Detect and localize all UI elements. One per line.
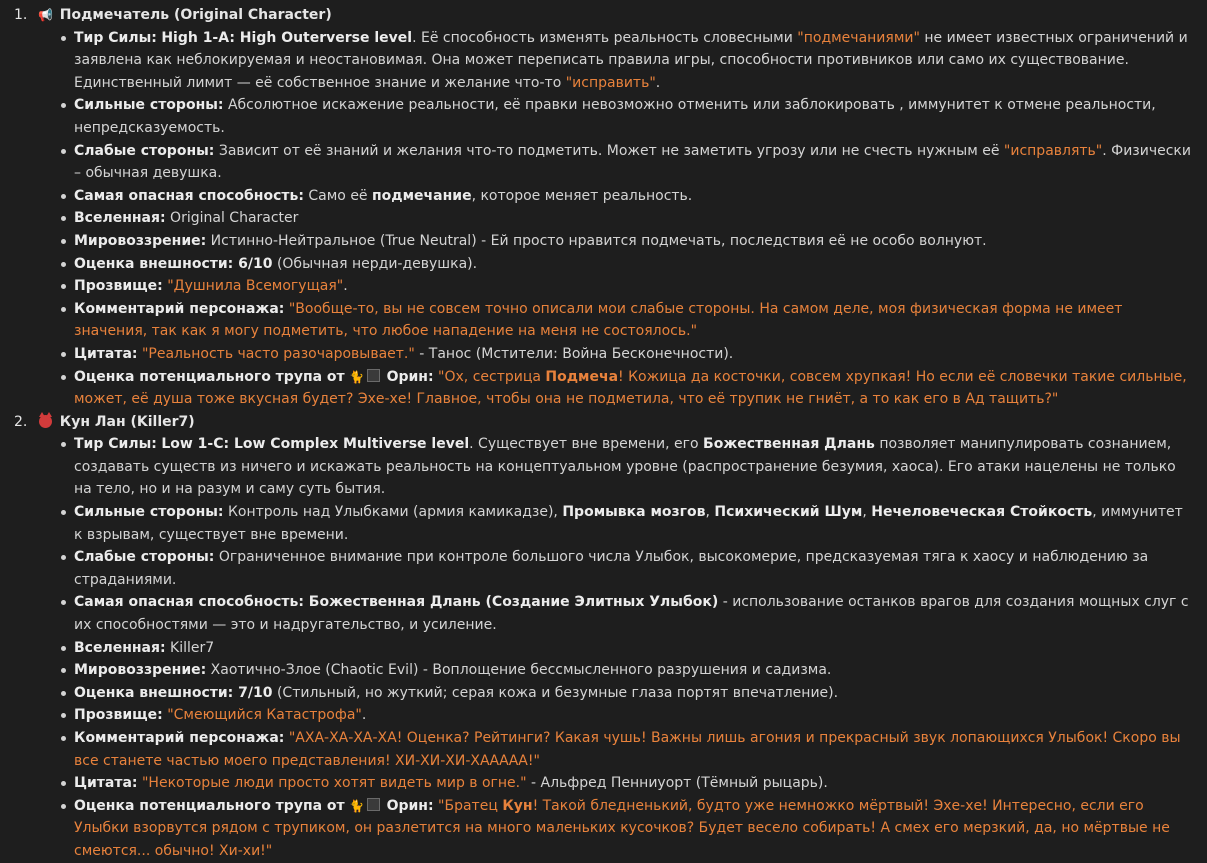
highlight-text: "Некоторые люди просто хотят видеть мир в огне." bbox=[141, 775, 527, 792]
list-item bbox=[74, 94, 1193, 139]
character-heading bbox=[14, 4, 1193, 27]
prop-text: Ограниченное внимание при контроле большого числа Улыбок, высокомерие, предсказуемая тяга к хаосу и наблюдению за страданиями. bbox=[74, 549, 1149, 588]
highlight-text: "подмечаниями" bbox=[797, 29, 920, 46]
highlight-text: "АХА-ХА-ХА-ХА! Оценка? Рейтинги? Какая чушь! Важны лишь агония и прекрасный звук лопающихся Улыбок! Скоро вы все станете частью моего представления! ХИ-ХИ-ХИ-ХААААА!" bbox=[74, 730, 1181, 769]
prop-text: . bbox=[343, 278, 348, 295]
prop-text: Зависит от её знаний и желания что-то подметить. Может не заметить угрозу или не счесть нужным её bbox=[214, 142, 1004, 159]
cat-icon: 🐈 bbox=[349, 798, 365, 813]
list-item bbox=[74, 140, 1193, 185]
prop-text: - Альфред Пенниуорт (Тёмный рыцарь). bbox=[526, 775, 828, 792]
highlight-bold-text: Кун bbox=[502, 797, 533, 814]
prop-key: Оценка потенциального трупа от bbox=[74, 797, 345, 814]
prop-text: Само её bbox=[303, 187, 372, 204]
prop-key: Вселенная: bbox=[74, 210, 166, 227]
list-item bbox=[74, 637, 1193, 660]
list-item bbox=[74, 366, 1193, 411]
prop-text: (Стильный, но жуткий; серая кожа и безумные глаза портят впечатление). bbox=[272, 684, 839, 701]
prop-text: , bbox=[705, 504, 715, 521]
list-item bbox=[74, 433, 1193, 501]
prop-key: Оценка внешности: bbox=[74, 255, 234, 272]
highlight-text: "Смеющийся Катастрофа" bbox=[167, 707, 362, 724]
list-item bbox=[74, 727, 1193, 772]
list-item bbox=[74, 275, 1193, 298]
highlight-text: "Реальность часто разочаровывает." bbox=[141, 345, 415, 362]
bold-text: Божественная Длань bbox=[703, 436, 875, 453]
list-item bbox=[74, 546, 1193, 591]
black-square-icon bbox=[367, 369, 380, 382]
list-item bbox=[74, 704, 1193, 727]
prop-text: позволяет манипулировать сознанием, создавать существ из ничего и искажать реальность на концептуальном уровне (распространение безумия, хаоса). Его атаки нацелены не только на тело, но и на разум и саму суть бытия. bbox=[74, 436, 1176, 498]
devil-face-icon bbox=[37, 411, 55, 434]
prop-key: Сильные стороны: bbox=[74, 97, 224, 114]
prop-key: Орин: bbox=[386, 368, 434, 385]
prop-text: (Обычная нерди-девушка). bbox=[272, 255, 478, 272]
black-square-icon bbox=[367, 798, 380, 811]
character-title: Кун Лан (Killer7) bbox=[59, 413, 195, 430]
property-list bbox=[14, 433, 1193, 862]
megaphone-icon: 📢 bbox=[38, 8, 54, 22]
prop-key: Орин: bbox=[386, 797, 434, 814]
prop-key: Прозвище: bbox=[74, 278, 163, 295]
prop-key: Цитата: bbox=[74, 345, 138, 362]
prop-key: Сильные стороны: bbox=[74, 504, 224, 521]
highlight-text: "исправлять" bbox=[1003, 142, 1103, 159]
prop-key: Комментарий персонажа: bbox=[74, 300, 285, 317]
prop-text: . bbox=[655, 74, 661, 91]
list-item bbox=[74, 253, 1193, 276]
prop-text: Original Character bbox=[165, 210, 299, 227]
prop-text: . Физически – обычная девушка. bbox=[74, 142, 1191, 182]
cat-icon: 🐈 bbox=[349, 369, 365, 384]
list-item bbox=[74, 795, 1193, 863]
prop-text: Абсолютное искажение реальности, её правки невозможно отменить или заблокировать , иммунитет к отмене реальности, непредсказуемость. bbox=[74, 97, 1156, 136]
highlight-text: "Вообще-то, вы не совсем точно описали мои слабые стороны. На самом деле, моя физическая форма не имеет значения, так как я могу подметить, что любое нападение на меня не состоялось." bbox=[74, 300, 1123, 340]
prop-key: Тир Силы: bbox=[74, 436, 157, 453]
prop-text: не имеет известных ограничений и заявлена как неблокируемая и неостановимая. Она может переписать правила игры, способности противников или само их существование. Единственный лимит — её собственное знание и желание что-то bbox=[74, 29, 1188, 91]
prop-text: - Танос (Мстители: Война Бесконечности). bbox=[414, 345, 734, 362]
list-item bbox=[74, 298, 1193, 343]
highlight-bold-text: Подмеча bbox=[545, 368, 619, 385]
character-heading bbox=[14, 411, 1193, 434]
highlight-text: "Братец bbox=[438, 797, 503, 814]
list-number: 2. bbox=[14, 413, 28, 430]
prop-key: Слабые стороны: bbox=[74, 549, 215, 566]
prop-key: Оценка внешности: bbox=[74, 684, 234, 701]
character-entry bbox=[14, 4, 1193, 411]
prop-key: Прозвище: bbox=[74, 707, 163, 724]
prop-key: Тир Силы: bbox=[74, 29, 157, 46]
list-item bbox=[74, 591, 1193, 636]
prop-text: Контроль над Улыбками (армия камикадзе), bbox=[223, 504, 563, 521]
prop-key: Оценка потенциального трупа от bbox=[74, 368, 345, 385]
bold-text: подмечание bbox=[372, 187, 472, 204]
property-list bbox=[14, 27, 1193, 411]
list-item bbox=[74, 27, 1193, 95]
bold-text: Нечеловеческая Стойкость bbox=[871, 504, 1093, 521]
prop-text: , иммунитет к взрывам, существует вне времени. bbox=[74, 504, 1183, 543]
list-item bbox=[74, 501, 1193, 546]
list-item bbox=[74, 230, 1193, 253]
highlight-text: ! Такой бледненький, будто уже немножко мёртвый! Эхе-хе! Интересно, если его Улыбки взорвутся рядом с трупиком, он разлетится на много маленьких кусочков? Будет весело собирать! А смех его мерзкий, да, но мёртвые не смеются... обычно! Хи-хи!" bbox=[74, 797, 1170, 859]
list-item bbox=[74, 772, 1193, 795]
list-item bbox=[74, 682, 1193, 705]
list-number: 1. bbox=[14, 7, 28, 23]
prop-key: Слабые стороны: bbox=[74, 142, 215, 159]
highlight-text: "Душнила Всемогущая" bbox=[167, 278, 344, 295]
highlight-text: ! Кожица да косточки, совсем хрупкая! Но если её словечки такие сильные, может, её душа тоже вкусная будет? Эхе-хе! Главное, чтобы она не подметила, что её трупик не гниёт, а то как его в Ад тащить?" bbox=[74, 368, 1187, 408]
prop-text: Хаотично-Злое (Chaotic Evil) - Воплощение бессмысленного разрушения и садизма. bbox=[206, 662, 832, 679]
prop-key: Самая опасная способность: bbox=[74, 187, 304, 204]
prop-text: - использование останков врагов для создания мощных слуг с их способностями — это и надругательство, и усиление. bbox=[74, 594, 1189, 634]
character-entry bbox=[14, 411, 1193, 863]
character-title: Подмечатель (Original Character) bbox=[59, 7, 332, 23]
prop-text: Истинно-Нейтральное (True Neutral) - Ей просто нравится подмечать, последствия её не особо волнуют. bbox=[206, 232, 987, 249]
prop-key: Мировоззрение: bbox=[74, 232, 207, 249]
prop-text: , bbox=[862, 504, 872, 521]
list-item bbox=[74, 185, 1193, 208]
list-item bbox=[74, 207, 1193, 230]
prop-text: . Существует вне времени, его bbox=[469, 436, 704, 453]
prop-key: Комментарий персонажа: bbox=[74, 730, 285, 746]
bold-text: Психический Шум bbox=[714, 504, 863, 521]
list-item bbox=[74, 659, 1193, 682]
prop-key: Вселенная: bbox=[74, 639, 166, 656]
prop-key: Мировоззрение: bbox=[74, 662, 207, 679]
rating-value: 7/10 bbox=[233, 684, 273, 701]
bold-text: Промывка мозгов bbox=[562, 504, 706, 521]
bold-text: Божественная Длань (Создание Элитных Улыбок) bbox=[303, 594, 719, 611]
rating-value: 6/10 bbox=[233, 255, 273, 272]
tier-value: Low 1-C: Low Complex Multiverse level bbox=[161, 436, 470, 453]
highlight-text: "Ох, сестрица bbox=[438, 368, 546, 385]
prop-text: . Её способность изменять реальность словесными bbox=[412, 29, 798, 46]
list-item bbox=[74, 343, 1193, 366]
tier-value: High 1-A: High Outerverse level bbox=[161, 29, 413, 46]
character-list bbox=[14, 4, 1193, 863]
prop-text: , которое меняет реальность. bbox=[471, 187, 693, 204]
prop-text: . bbox=[361, 707, 367, 724]
prop-text: Killer7 bbox=[165, 639, 215, 656]
highlight-text: "исправить" bbox=[565, 74, 656, 91]
prop-key: Самая опасная способность: bbox=[74, 594, 304, 611]
prop-key: Цитата: bbox=[74, 775, 138, 792]
